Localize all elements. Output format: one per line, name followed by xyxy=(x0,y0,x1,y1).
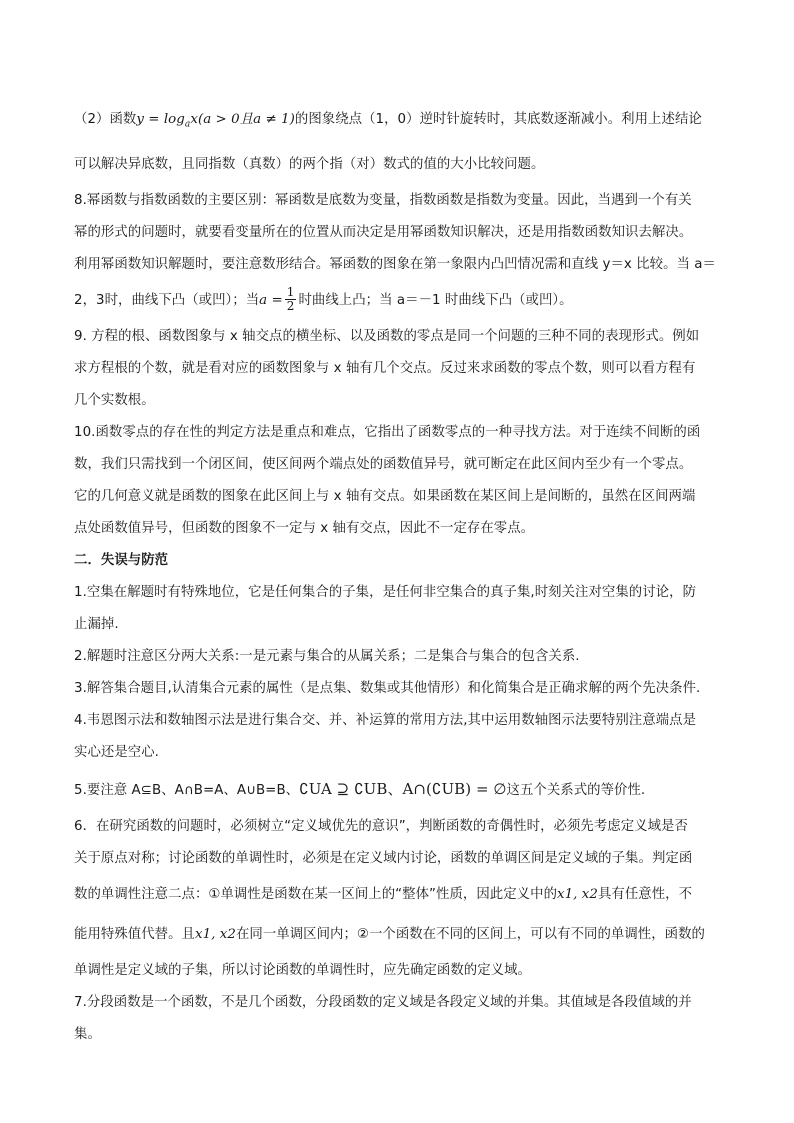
pitfall-6 xyxy=(74,811,722,987)
text-fragment: 这五个关系式的等价性. xyxy=(506,782,646,798)
item-10 xyxy=(74,417,722,545)
text-line: 利用幂函数知识解题时，要注意数形结合。幂函数的图象在第一象限内凸凹情况需和直线 y＝x 比较。当 a＝ xyxy=(74,256,716,272)
formula-text: y = log xyxy=(136,112,185,127)
text-line: 止漏掉. xyxy=(74,616,119,632)
text-line: 实心还是空心. xyxy=(74,744,159,760)
formula-text: x1, x2 xyxy=(194,926,236,942)
paragraph-log-rotation xyxy=(74,100,722,185)
text-fragment: 在同一单调区间内；②一个函数在不同的区间上，可以有不同的单调性，函数的 xyxy=(235,926,705,942)
section-heading: 二．失误与防范 xyxy=(74,552,169,568)
text-line: 集。 xyxy=(74,1026,101,1042)
text-line: 几个实数根。 xyxy=(74,392,155,408)
pitfall-4 xyxy=(74,705,722,769)
fraction-denominator: 2 xyxy=(286,299,295,314)
text-line: 2.解题时注意区分两大关系:一是元素与集合的从属关系；二是集合与集合的包含关系. xyxy=(74,648,580,664)
text-line xyxy=(74,100,722,145)
text-fragment: 时曲线上凸；当 a＝－1 时曲线下凸（或凹）。 xyxy=(298,292,573,308)
text-line: 7.分段函数是一个函数，不是几个函数，分段函数的定义域是各段定义域的并集。其值域是各段值域的并 xyxy=(74,994,692,1010)
text-line: 8.幂函数与指数函数的主要区别：幂函数是底数为变量，指数函数是指数为变量。因此，当遇到一个有关 xyxy=(74,192,692,208)
text-line xyxy=(74,281,722,321)
text-line: 9. 方程的根、函数图象与 x 轴交点的横坐标、以及函数的零点是同一个问题的三种不同的表现形式。例如 xyxy=(74,328,700,344)
fraction-numerator: 1 xyxy=(286,285,295,300)
text-fragment: 的图象绕点（1，0）逆时针旋转时，其底数逐渐减小。利用上述结论 xyxy=(294,112,702,127)
text-line: 可以解决异底数，且同指数（真数）的两个指（对）数式的值的大小比较问题。 xyxy=(74,156,545,172)
formula-text: x1, x2 xyxy=(557,886,598,902)
text-fragment: 数的单调性注意二点：①单调性是函数在某一区间上的“整体”性质，因此定义中的 xyxy=(74,886,558,902)
document-body xyxy=(74,100,722,1051)
text-line xyxy=(74,875,722,915)
item-8 xyxy=(74,185,722,321)
pitfall-5 xyxy=(74,769,722,811)
text-line: 求方程根的个数，就是看对应的函数图象与 x 轴有几个交点。反过来求函数的零点个数，则可以看方程有 xyxy=(74,360,696,376)
item-9 xyxy=(74,321,722,417)
text-line: 关于原点对称；讨论函数的单调性时，必须是在定义域内讨论，函数的单调区间是定义域的子集。判定函 xyxy=(74,850,693,866)
text-line: 3.解答集合题目,认清集合元素的属性（是点集、数集或其他情形）和化简集合是正确求解的两个先决条件. xyxy=(74,680,701,696)
text-line: 数，我们只需找到一个闭区间，使区间两个端点处的函数值异号，就可断定在此区间内至少有一个零点。 xyxy=(74,456,693,472)
log-formula xyxy=(136,112,295,130)
pitfall-2 xyxy=(74,641,722,673)
text-line xyxy=(74,915,722,955)
text-fragment: （2）函数 xyxy=(74,112,137,127)
pitfall-7 xyxy=(74,987,722,1051)
text-line: 4.韦恩图示法和数轴图示法是进行集合交、并、补运算的常用方法,其中运用数轴图示法要特别注意端点是 xyxy=(74,712,697,728)
text-line: 点处函数值异号，但函数的图象不一定与 x 轴有交点，因此不一定存在零点。 xyxy=(74,520,535,536)
text-line: 1.空集在解题时有特殊地位，它是任何集合的子集，是任何非空集合的真子集,时刻关注对空集的讨论，防 xyxy=(74,584,697,600)
text-line: 它的几何意义就是函数的图象在此区间上与 x 轴有交点。如果函数在某区间上是间断的，虽然在区间两端 xyxy=(74,488,696,504)
formula-condition: x(a > 0且a ≠ 1) xyxy=(190,112,295,127)
text-fragment: 5.要注意 A⊆B、A∩B=A、A∪B=B、 xyxy=(74,782,300,798)
text-line: 6．在研究函数的问题时，必须树立“定义域优先的意识”，判断函数的奇偶性时，必须先考虑定义域是否 xyxy=(74,818,688,834)
text-fragment: 具有任意性，不 xyxy=(597,886,693,902)
text-line: 单调性是定义域的子集，所以讨论函数的单调性时，应先确定函数的定义域。 xyxy=(74,962,531,978)
pitfall-1 xyxy=(74,577,722,641)
pitfall-3 xyxy=(74,673,722,705)
log-base: a xyxy=(184,119,191,130)
set-relation-formula: ∁UA ⊇ ∁UB、A∩(∁UB) = ∅ xyxy=(299,779,507,798)
formula-text: a = xyxy=(259,292,283,308)
text-fragment: 2，3时，曲线下凸（或凹）；当 xyxy=(74,292,260,308)
text-line: 10.函数零点的存在性的判定方法是重点和难点，它指出了函数零点的一种寻找方法。对于连续不间断的函 xyxy=(74,424,701,440)
fraction-one-half xyxy=(285,286,297,313)
text-line: 幂的形式的问题时，就要看变量所在的位置从而决定是用幂函数知识解决，还是用指数函数知识去解决。 xyxy=(74,224,693,240)
text-line xyxy=(74,769,722,811)
text-fragment: 能用特殊值代替。且 xyxy=(74,926,195,942)
